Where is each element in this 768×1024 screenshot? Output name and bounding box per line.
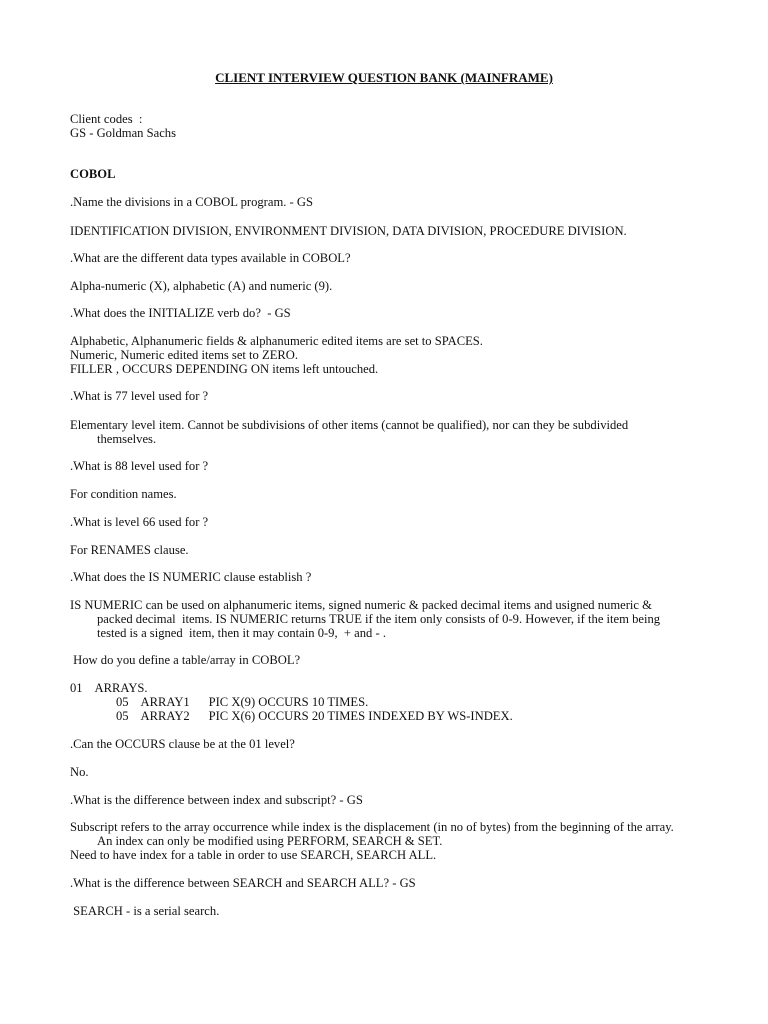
answer-7-line-2: packed decimal items. IS NUMERIC returns TRUE if the item only consists of 0-9. However, if the item being: [97, 612, 661, 626]
answer-7-line-1: IS NUMERIC can be used on alphanumeric items, signed numeric & packed decimal items and usigned numeric &: [70, 598, 652, 612]
answer-11: SEARCH - is a serial search.: [70, 904, 220, 918]
answer-10-line-3: Need to have index for a table in order to use SEARCH, SEARCH ALL.: [70, 848, 437, 862]
question-3: .What does the INITIALIZE verb do? - GS: [70, 306, 291, 320]
question-1: .Name the divisions in a COBOL program. - GS: [70, 195, 313, 209]
question-7: .What does the IS NUMERIC clause establish ?: [70, 570, 312, 584]
question-8: How do you define a table/array in COBOL?: [70, 653, 301, 667]
answer-7-line-3: tested is a signed item, then it may contain 0-9, + and - .: [97, 626, 386, 640]
question-2: .What are the different data types available in COBOL?: [70, 251, 351, 265]
question-10: .What is the difference between index and subscript? - GS: [70, 793, 363, 807]
question-5: .What is 88 level used for ?: [70, 459, 209, 473]
answer-4-line-1: Elementary level item. Cannot be subdivisions of other items (cannot be qualified), nor can they be subdivided: [70, 418, 629, 432]
answer-3-line-3: FILLER , OCCURS DEPENDING ON items left untouched.: [70, 362, 379, 376]
answer-10-line-1: Subscript refers to the array occurrence while index is the displacement (in no of bytes) from the beginning of the array.: [70, 820, 674, 834]
question-11: .What is the difference between SEARCH and SEARCH ALL? - GS: [70, 876, 416, 890]
document-title: CLIENT INTERVIEW QUESTION BANK (MAINFRAME): [215, 70, 553, 85]
answer-8-line-1: 01 ARRAYS.: [70, 681, 148, 695]
question-6: .What is level 66 used for ?: [70, 515, 209, 529]
answer-9: No.: [70, 765, 89, 779]
answer-5: For condition names.: [70, 487, 177, 501]
answer-8-line-2: 05 ARRAY1 PIC X(9) OCCURS 10 TIMES.: [116, 695, 369, 709]
answer-6: For RENAMES clause.: [70, 543, 189, 557]
client-code-gs: GS - Goldman Sachs: [70, 126, 176, 140]
answer-3-line-2: Numeric, Numeric edited items set to ZERO.: [70, 348, 299, 362]
answer-4-line-2: themselves.: [97, 432, 157, 446]
answer-2: Alpha-numeric (X), alphabetic (A) and numeric (9).: [70, 279, 333, 293]
answer-8-line-3: 05 ARRAY2 PIC X(6) OCCURS 20 TIMES INDEXED BY WS-INDEX.: [116, 709, 513, 723]
question-4: .What is 77 level used for ?: [70, 389, 209, 403]
answer-10-line-2: An index can only be modified using PERFORM, SEARCH & SET.: [97, 834, 443, 848]
answer-1: IDENTIFICATION DIVISION, ENVIRONMENT DIVISION, DATA DIVISION, PROCEDURE DIVISION.: [70, 224, 627, 238]
client-codes-label: Client codes :: [70, 112, 143, 126]
question-9: .Can the OCCURS clause be at the 01 level?: [70, 737, 295, 751]
answer-3-line-1: Alphabetic, Alphanumeric fields & alphanumeric edited items are set to SPACES.: [70, 334, 483, 348]
section-heading-cobol: COBOL: [70, 167, 116, 181]
